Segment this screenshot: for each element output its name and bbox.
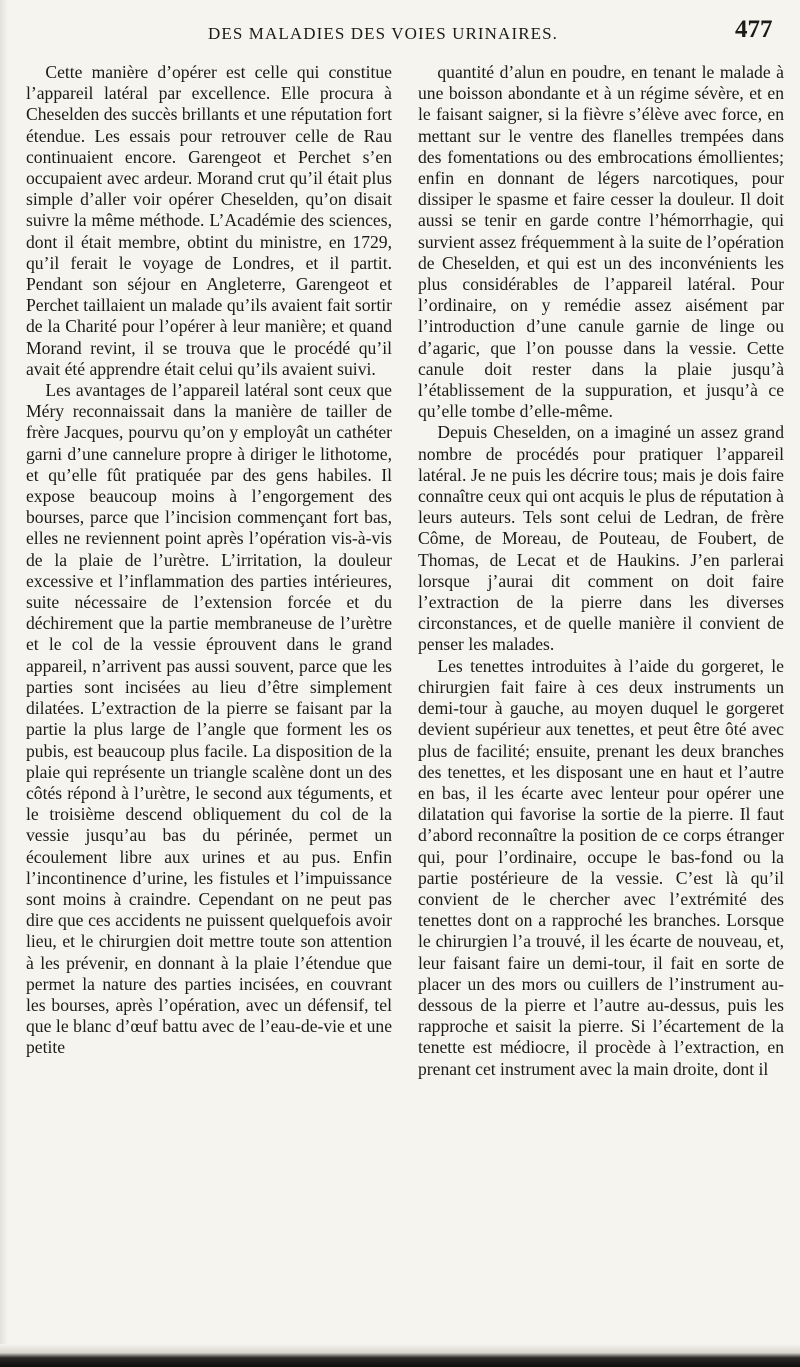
binding-shadow bbox=[0, 0, 8, 1367]
right-column bbox=[418, 62, 784, 1080]
paragraph: Les avantages de l’appareil latéral sont ceux que Méry reconnaissait dans la manière de tailler de frère Jacques, pourvu qu’on y employât un cathéter garni d’une cannelure propre à diriger le lithotome, et qu’elle fût pratiquée par des gens habiles. Il expose beaucoup moins à l’engorgement des bourses, parce que l’incision commençant fort bas, elles ne reviennent point après l’opération vis-à-vis de la plaie de l’urètre. L’irritation, la douleur excessive et l’inflammation des parties intérieures, suite nécessaire de l’extension forcée et du déchirement que la partie membraneuse de l’urètre et le col de la vessie éprouvent dans le grand appareil, n’arrivent pas aussi souvent, parce que les parties sont incisées au lieu d’être simplement dilatées. L’extraction de la pierre se faisant par la partie la plus large de l’angle que forment les os pubis, est beaucoup plus facile. La disposition de la plaie qui représente un triangle scalène dont un des côtés répond à l’urètre, le second aux téguments, et le troisième descend obliquement du col de la vessie jusqu’au bas du périnée, permet un écoulement libre aux urines et au pus. Enfin l’incontinence d’urine, les fistules et l’impuissance sont moins à craindre. Cependant on ne peut pas dire que ces accidents ne puissent quelquefois avoir lieu, et le chirurgien doit mettre toute son attention à les prévenir, en donnant à la plaie l’étendue que permet la nature des parties incisées, en couvrant les bourses, après l’opération, avec un défensif, tel que le blanc d’œuf battu avec de l’eau-de-vie et une petite bbox=[26, 380, 392, 1058]
page-number: 477 bbox=[735, 16, 773, 43]
running-head bbox=[0, 14, 800, 54]
paragraph: Cette manière d’opérer est celle qui constitue l’appareil latéral par excellence. Elle procura à Cheselden des succès brillants et une réputation fort étendue. Les essais pour retrouver celle de Rau continuaient encore. Garengeot et Perchet s’en occupaient avec ardeur. Morand crut qu’il était plus simple d’aller voir opérer Cheselden, qu’on disait suivre la même méthode. L’Académie des sciences, dont il était membre, obtint du ministre, en 1729, qu’il ferait le voyage de Londres, et il partit. Pendant son séjour en Angleterre, Garengeot et Perchet taillaient un malade qu’ils avaient fait sortir de la Charité pour l’opérer à leur manière; et quand Morand revint, il se trouva que le procédé qu’il avait été apprendre était celui qu’ils avaient suivi. bbox=[26, 62, 392, 379]
page-bottom-edge bbox=[0, 1344, 800, 1367]
paragraph: quantité d’alun en poudre, en tenant le malade à une boisson abondante et à un régime sévère, et en le faisant saigner, si la fièvre s’élève avec force, en mettant sur le ventre des flanelles trempées dans des fomentations ou des embrocations émollientes; enfin en donnant de légers narcotiques, pour dissiper le spasme et faire cesser la douleur. Il doit aussi se tenir en garde contre l’hémorrhagie, qui survient assez fréquemment à la suite de l’opération de Cheselden, et qui est un des inconvénients les plus considérables de l’appareil latéral. Pour l’ordinaire, on y remédie assez aisément par l’introduction d’une canule garnie de linge ou d’agaric, que l’on pousse dans la vessie. Cette canule doit rester dans la plaie jusqu’à l’établissement de la suppuration, et jusqu’à ce qu’elle tombe d’elle-même. bbox=[418, 62, 784, 422]
paragraph: Les tenettes introduites à l’aide du gorgeret, le chirurgien fait faire à ces deux instruments un demi-tour à gauche, au moyen duquel le gorgeret devient supérieur aux tenettes, et peut être ôté avec plus de facilité; ensuite, prenant les deux branches des tenettes, et les disposant une en haut et l’autre en bas, il les écarte avec lenteur pour opérer une dilatation qui favorise la sortie de la pierre. Il faut d’abord reconnaître la position de ce corps étranger qui, pour l’ordinaire, occupe le bas-fond ou la partie postérieure de la vessie. C’est là qu’il convient de le chercher avec l’extrémité des tenettes dont on a rapproché les branches. Lorsque le chirurgien l’a trouvé, il les écarte de nouveau, et, leur faisant faire un demi-tour, il fait en sorte de placer un des mors ou cuillers de l’instrument au-dessous de la pierre et l’autre au-dessus, puis les rapproche et saisit la pierre. Si l’écartement de la tenette est médiocre, il procède à l’extraction, en prenant cet instrument avec la main droite, dont il bbox=[418, 655, 784, 1079]
left-column bbox=[26, 62, 392, 1059]
paragraph: Depuis Cheselden, on a imaginé un assez grand nombre de procédés pour pratiquer l’appareil latéral. Je ne puis les décrire tous; mais je dois faire connaître ceux qui ont acquis le plus de réputation à leurs auteurs. Tels sont celui de Ledran, de frère Côme, de Moreau, de Pouteau, de Foubert, de Thomas, de Lecat et de Haukins. J’en parlerai lorsque j’aurai dit comment on doit faire l’extraction de la pierre dans les diverses circonstances, et de quelle manière il convient de penser les malades. bbox=[418, 422, 784, 655]
running-title: DES MALADIES DES VOIES URINAIRES. bbox=[208, 24, 559, 43]
